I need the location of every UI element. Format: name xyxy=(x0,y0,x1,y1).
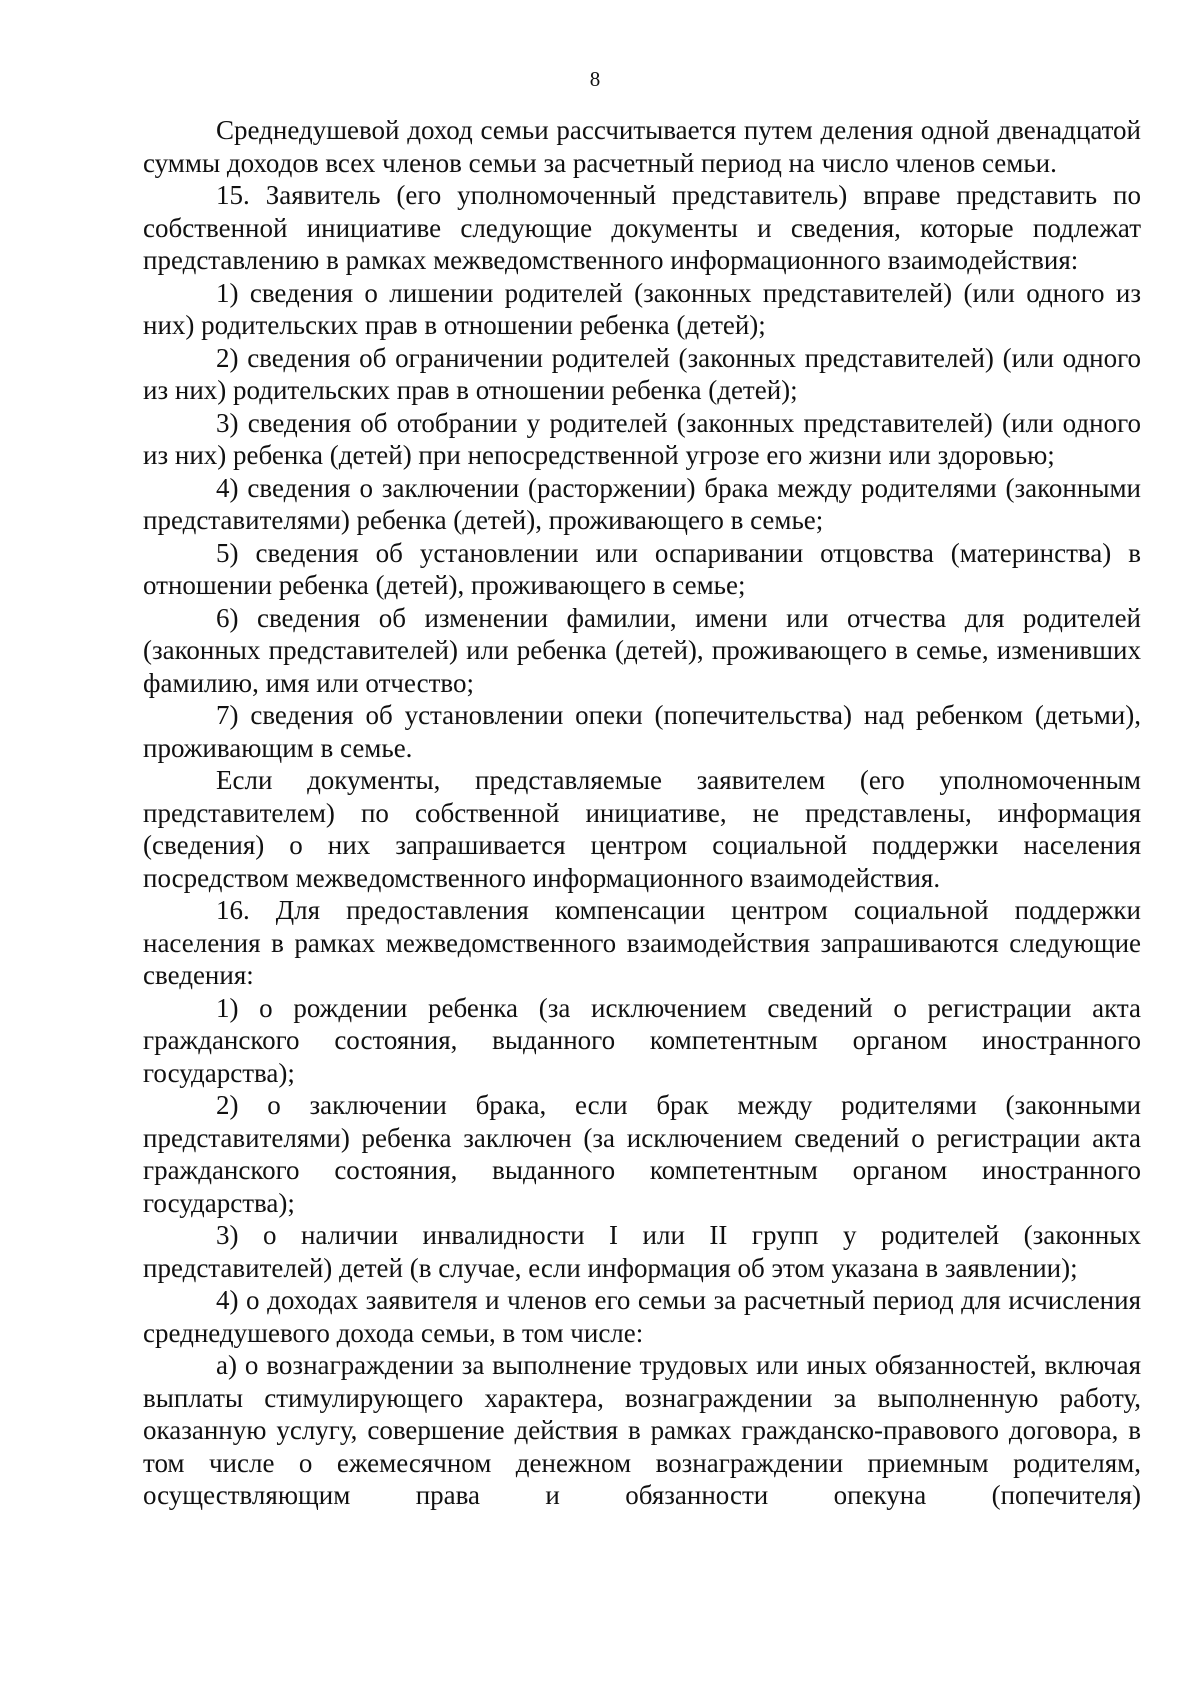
list-item-16-4: 4) о доходах заявителя и членов его семьи за расчетный период для исчисления среднедушевого дохода семьи, в том числе: xyxy=(143,1285,1141,1348)
list-item-16-4-a: а) о вознаграждении за выполнение трудовых или иных обязанностей, включая выплаты стимулирующего характера, вознаграждении за выполненную работу, оказанную услугу, совершение действия в рамках гражданско-правового договора, в том числе о ежемесячном денежном вознаграждении приемным родителям, осуществляющим права и обязанности опекуна (попечителя) xyxy=(143,1350,1141,1510)
list-item-15-6: 6) сведения об изменении фамилии, имени или отчества для родителей (законных представителей) или ребенка (детей), проживающего в семье, изменивших фамилию, имя или отчество; xyxy=(143,602,1141,698)
list-item-15-1: 1) сведения о лишении родителей (законных представителей) (или одного из них) родительских прав в отношении ребенка (детей); xyxy=(143,277,1141,340)
list-item-15-4: 4) сведения о заключении (расторжении) брака между родителями (законными представителями) ребенка (детей), проживающего в семье; xyxy=(143,472,1141,535)
list-item-15-7: 7) сведения об установлении опеки (попечительства) над ребенком (детьми), проживающим в семье. xyxy=(143,700,1141,763)
list-item-16-1: 1) о рождении ребенка (за исключением сведений о регистрации акта гражданского состояния, выданного компетентным органом иностранного государства); xyxy=(143,992,1141,1088)
paragraph-16: 16. Для предоставления компенсации центром социальной поддержки населения в рамках межведомственного взаимодействия запрашиваются следующие сведения: xyxy=(143,895,1141,990)
page-number: 8 xyxy=(589,67,601,91)
list-item-15-2: 2) сведения об ограничении родителей (законных представителей) (или одного из них) родительских прав в отношении ребенка (детей); xyxy=(143,342,1141,405)
list-item-15-5: 5) сведения об установлении или оспаривании отцовства (материнства) в отношении ребенка (детей), проживающего в семье; xyxy=(143,537,1141,600)
document-body xyxy=(143,114,1141,1512)
paragraph-average-income: Среднедушевой доход семьи рассчитывается путем деления одной двенадцатой суммы доходов всех членов семьи за расчетный период на число членов семьи. xyxy=(143,115,1141,178)
paragraph-15: 15. Заявитель (его уполномоченный представитель) вправе представить по собственной инициативе следующие документы и сведения, которые подлежат представлению в рамках межведомственного информационного взаимодействия: xyxy=(143,180,1141,275)
list-item-16-2: 2) о заключении брака, если брак между родителями (законными представителями) ребенка заключен (за исключением сведений о регистрации акта гражданского состояния, выданного компетентным органом иностранного государства); xyxy=(143,1090,1141,1218)
paragraph-documents-not-provided: Если документы, представляемые заявителем (его уполномоченным представителем) по собственной инициативе, не представлены, информация (сведения) о них запрашивается центром социальной поддержки населения посредством межведомственного информационного взаимодействия. xyxy=(143,765,1141,893)
list-item-15-3: 3) сведения об отобрании у родителей (законных представителей) (или одного из них) ребенка (детей) при непосредственной угрозе его жизни или здоровью; xyxy=(143,407,1141,470)
list-item-16-3: 3) о наличии инвалидности I или II групп у родителей (законных представителей) детей (в случае, если информация об этом указана в заявлении); xyxy=(143,1220,1141,1283)
